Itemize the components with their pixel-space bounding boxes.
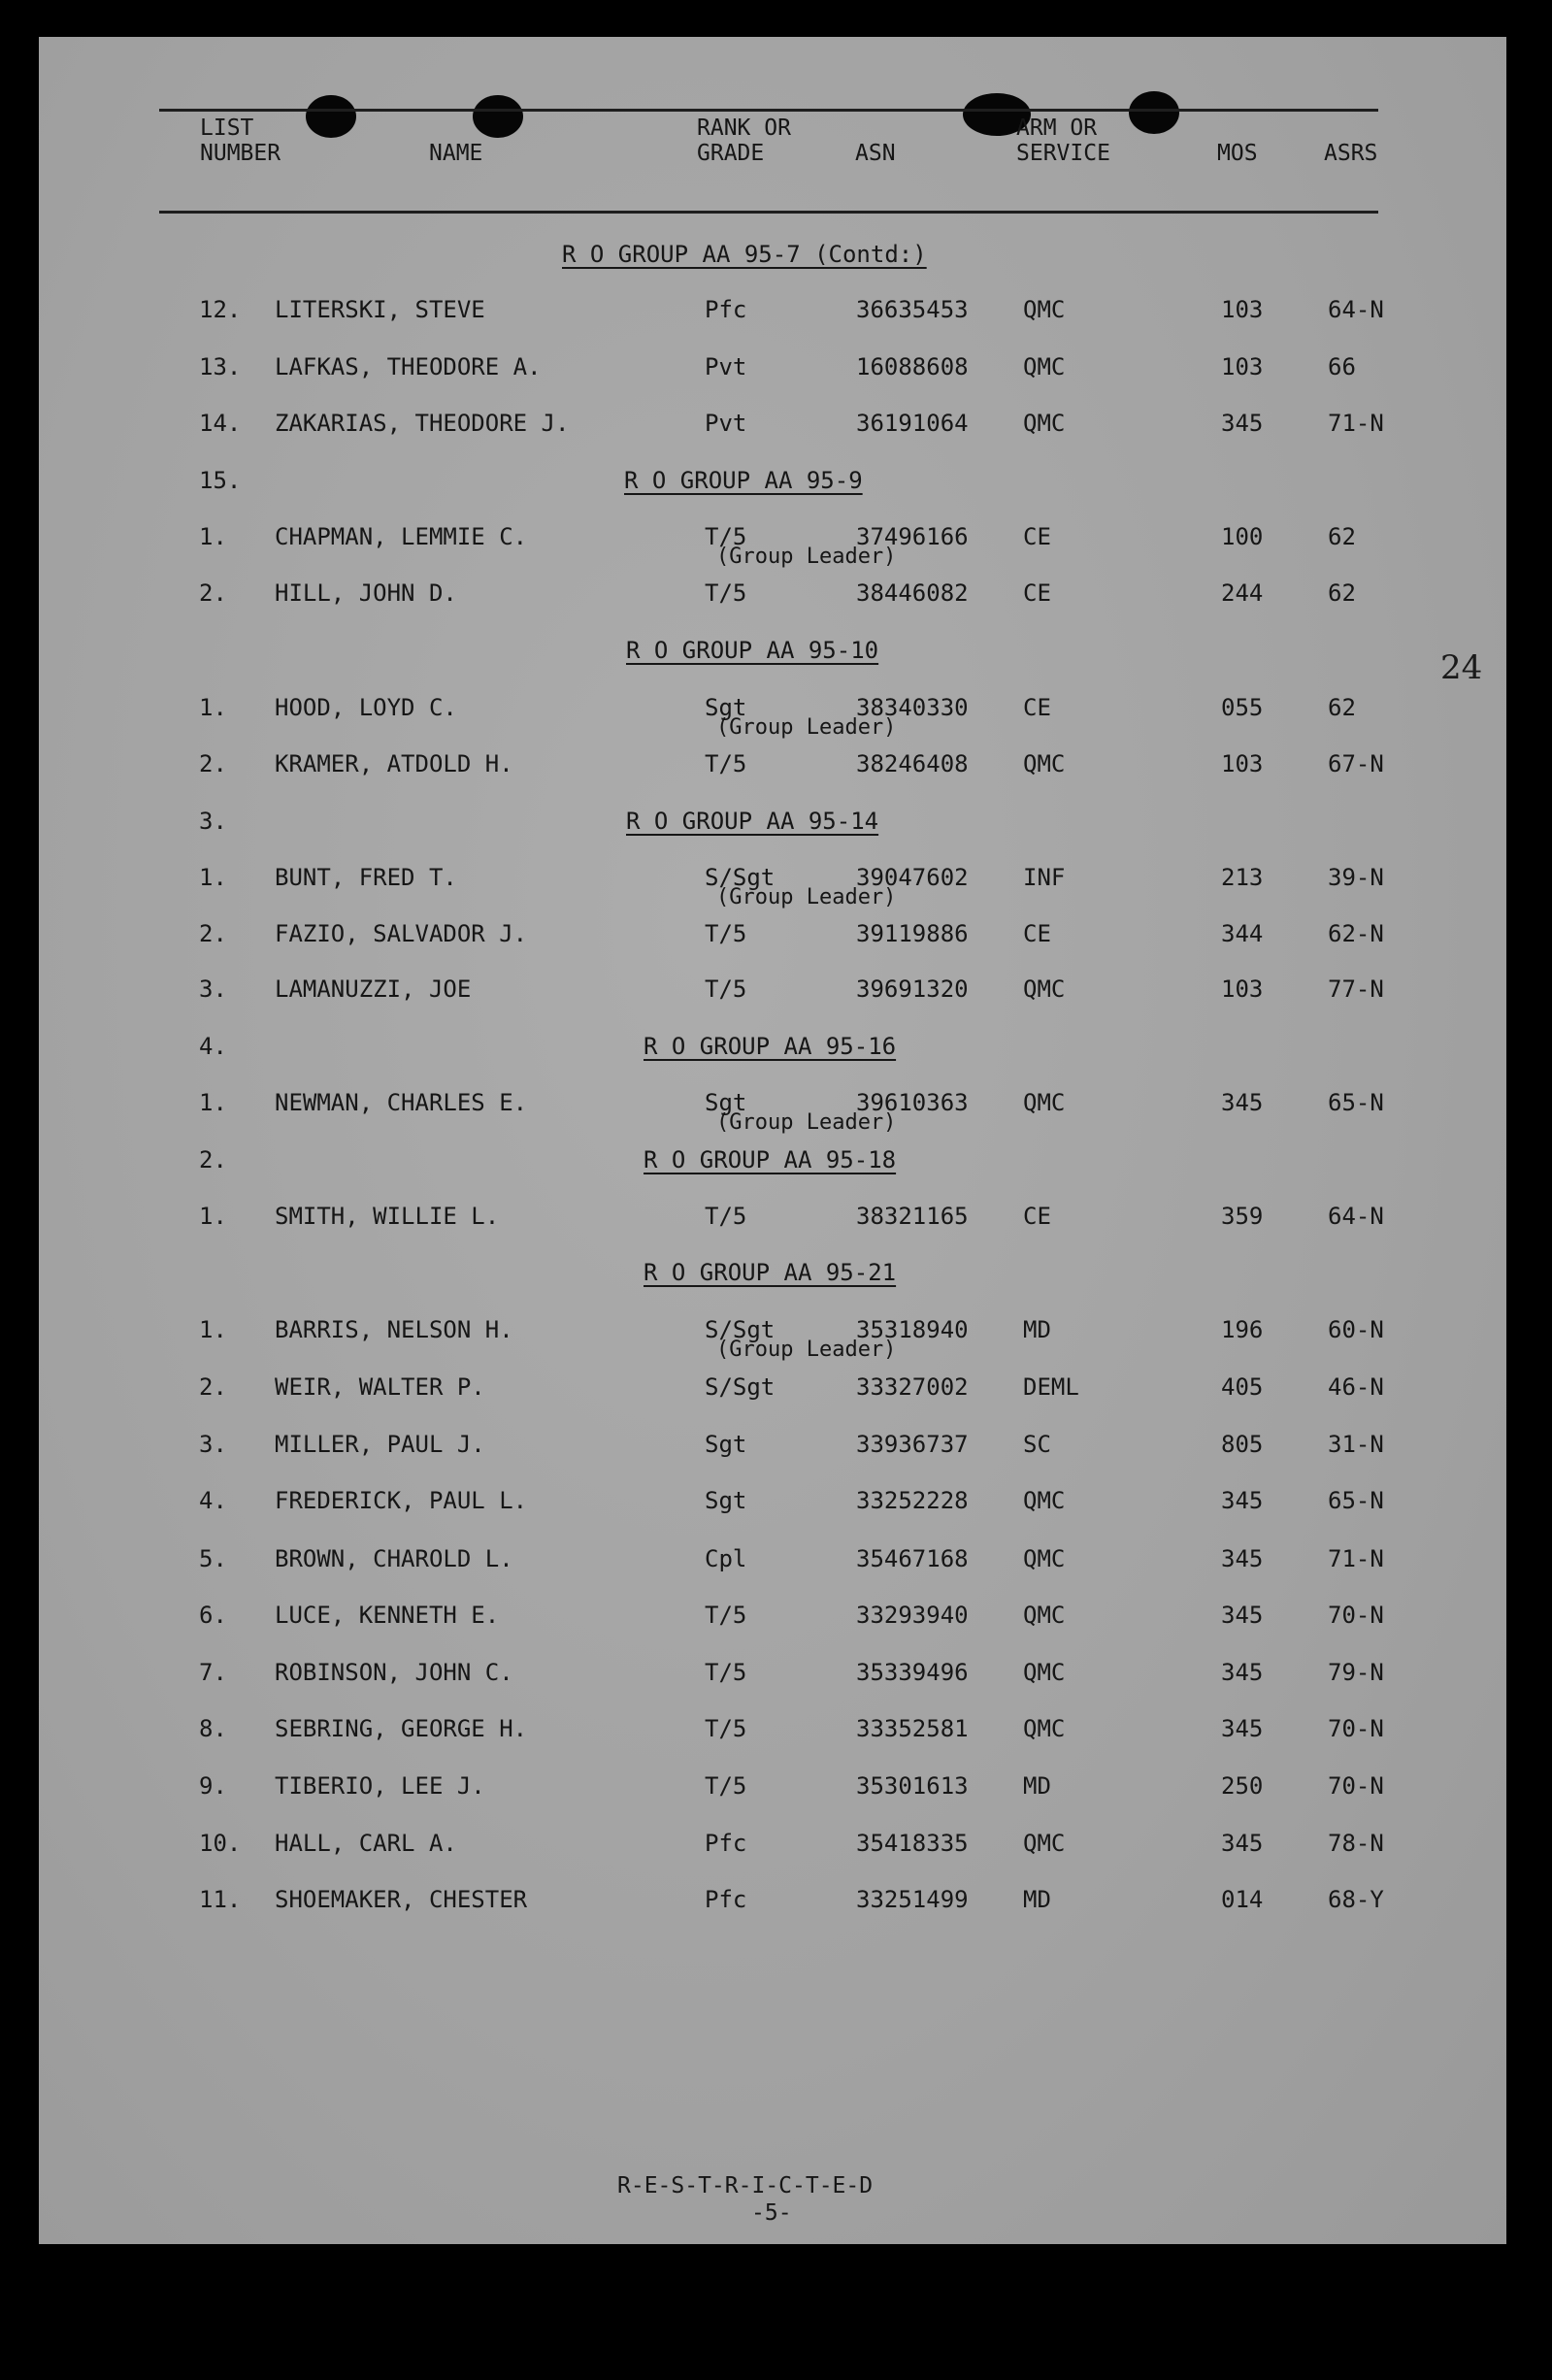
list-number: 9. [199,1772,227,1800]
header-service: SERVICE [1016,141,1110,166]
arm-service: QMC [1023,296,1066,323]
asrs-score: 62 [1328,523,1356,550]
person-name: LUCE, KENNETH E. [275,1602,500,1629]
mos-code: 359 [1221,1203,1264,1230]
restricted-marking: R-E-S-T-R-I-C-T-E-D [617,2173,874,2198]
asn-number: 33251499 [856,1886,969,1913]
mos-code: 345 [1221,1545,1264,1572]
person-name: LAMANUZZI, JOE [275,975,472,1003]
rank-grade: T/5 [705,1203,747,1230]
asrs-score: 78-N [1328,1830,1384,1857]
asn-number: 33352581 [856,1715,969,1742]
mos-code: 103 [1221,975,1264,1003]
list-number: 1. [199,694,227,721]
rank-grade: Sgt [705,1089,747,1116]
rank-grade: T/5 [705,523,747,550]
asrs-score: 64-N [1328,296,1384,323]
arm-service: QMC [1023,750,1066,777]
asrs-score: 68-Y [1328,1886,1384,1913]
list-number: 3. [199,975,227,1003]
asrs-score: 62 [1328,694,1356,721]
rank-grade: Cpl [705,1545,747,1572]
asn-number: 38340330 [856,694,969,721]
list-number: 2. [199,579,227,607]
mos-code: 345 [1221,1602,1264,1629]
group-heading: R O GROUP AA 95-16 [644,1033,897,1060]
arm-service: CE [1023,523,1051,550]
mos-code: 100 [1221,523,1264,550]
rank-grade: Pfc [705,1886,747,1913]
person-name: HOOD, LOYD C. [275,694,457,721]
arm-service: QMC [1023,353,1066,380]
person-name: LAFKAS, THEODORE A. [275,353,542,380]
asn-number: 39610363 [856,1089,969,1116]
group-leader-note: (Group Leader) [716,1110,897,1135]
arm-service: QMC [1023,1715,1066,1742]
list-number: 1. [199,1089,227,1116]
person-name: BROWN, CHAROLD L. [275,1545,513,1572]
group-heading: R O GROUP AA 95-21 [644,1259,897,1286]
rank-grade: T/5 [705,1772,747,1800]
rank-grade: T/5 [705,1715,747,1742]
mos-code: 345 [1221,1659,1264,1686]
arm-service: CE [1023,694,1051,721]
arm-service: MD [1023,1772,1051,1800]
asn-number: 35339496 [856,1659,969,1686]
mos-code: 055 [1221,694,1264,721]
mos-code: 213 [1221,864,1264,891]
mos-code: 196 [1221,1316,1264,1343]
list-number: 7. [199,1659,227,1686]
asn-number: 16088608 [856,353,969,380]
rank-grade: Pvt [705,410,747,437]
asrs-score: 66 [1328,353,1356,380]
rank-grade: T/5 [705,1659,747,1686]
person-name: FREDERICK, PAUL L. [275,1487,528,1514]
asn-number: 33252228 [856,1487,969,1514]
asn-number: 35318940 [856,1316,969,1343]
list-number: 1. [199,864,227,891]
asrs-score: 70-N [1328,1602,1384,1629]
list-number: 2. [199,920,227,947]
asn-number: 37496166 [856,523,969,550]
rank-grade: T/5 [705,920,747,947]
header-mos: MOS [1217,141,1258,166]
asn-number: 35467168 [856,1545,969,1572]
person-name: CHAPMAN, LEMMIE C. [275,523,528,550]
mos-code: 345 [1221,1089,1264,1116]
mos-code: 345 [1221,410,1264,437]
person-name: LITERSKI, STEVE [275,296,485,323]
asrs-score: 65-N [1328,1089,1384,1116]
asn-number: 35301613 [856,1772,969,1800]
asrs-score: 46-N [1328,1373,1384,1401]
mos-code: 805 [1221,1431,1264,1458]
group-heading: R O GROUP AA 95-18 [644,1146,897,1173]
asn-number: 35418335 [856,1830,969,1857]
list-number: 6. [199,1602,227,1629]
arm-service: CE [1023,920,1051,947]
person-name: HILL, JOHN D. [275,579,457,607]
list-number: 3. [199,808,227,835]
column-header [159,109,1378,214]
asrs-score: 64-N [1328,1203,1384,1230]
asrs-score: 70-N [1328,1715,1384,1742]
group-heading: R O GROUP AA 95-10 [626,637,879,664]
arm-service: QMC [1023,975,1066,1003]
person-name: WEIR, WALTER P. [275,1373,485,1401]
arm-service: CE [1023,579,1051,607]
list-number: 1. [199,1203,227,1230]
mos-code: 103 [1221,353,1264,380]
arm-service: MD [1023,1886,1051,1913]
group-leader-note: (Group Leader) [716,545,897,569]
list-number: 11. [199,1886,242,1913]
rank-grade: Sgt [705,1431,747,1458]
header-rank: RANK OR [697,116,791,141]
asn-number: 39047602 [856,864,969,891]
asn-number: 36635453 [856,296,969,323]
mos-code: 345 [1221,1715,1264,1742]
person-name: FAZIO, SALVADOR J. [275,920,528,947]
page-number: -5- [751,2200,792,2226]
rank-grade: Pvt [705,353,747,380]
person-name: BUNT, FRED T. [275,864,457,891]
list-number: 12. [199,296,242,323]
mos-code: 250 [1221,1772,1264,1800]
asn-number: 38321165 [856,1203,969,1230]
list-number: 8. [199,1715,227,1742]
list-number: 4. [199,1487,227,1514]
asn-number: 36191064 [856,410,969,437]
rank-grade: T/5 [705,750,747,777]
rank-grade: T/5 [705,1602,747,1629]
list-number: 2. [199,750,227,777]
mos-code: 344 [1221,920,1264,947]
person-name: TIBERIO, LEE J. [275,1772,485,1800]
mos-code: 103 [1221,750,1264,777]
mos-code: 014 [1221,1886,1264,1913]
arm-service: DEML [1023,1373,1079,1401]
asrs-score: 67-N [1328,750,1384,777]
asrs-score: 71-N [1328,410,1384,437]
list-number: 1. [199,1316,227,1343]
asrs-score: 31-N [1328,1431,1384,1458]
header-list: LIST [200,116,254,141]
person-name: KRAMER, ATDOLD H. [275,750,513,777]
rank-grade: S/Sgt [705,1316,776,1343]
group-leader-note: (Group Leader) [716,1338,897,1362]
list-number: 15. [199,467,242,494]
list-number: 4. [199,1033,227,1060]
rank-grade: Pfc [705,1830,747,1857]
asn-number: 33936737 [856,1431,969,1458]
arm-service: INF [1023,864,1066,891]
header-arm: ARM OR [1016,116,1098,141]
list-number: 5. [199,1545,227,1572]
asn-number: 38246408 [856,750,969,777]
arm-service: QMC [1023,1089,1066,1116]
person-name: BARRIS, NELSON H. [275,1316,513,1343]
document-page [39,37,1506,2244]
arm-service: QMC [1023,1545,1066,1572]
person-name: ROBINSON, JOHN C. [275,1659,513,1686]
arm-service: MD [1023,1316,1051,1343]
asrs-score: 39-N [1328,864,1384,891]
header-grade: GRADE [697,141,765,166]
rank-grade: Sgt [705,694,747,721]
asn-number: 33293940 [856,1602,969,1629]
group-heading: R O GROUP AA 95-9 [624,467,863,494]
arm-service: QMC [1023,1659,1066,1686]
group-heading: R O GROUP AA 95-7 (Contd:) [562,241,927,268]
header-number: NUMBER [200,141,281,166]
arm-service: QMC [1023,1602,1066,1629]
header-asn: ASN [855,141,896,166]
rank-grade: S/Sgt [705,864,776,891]
list-number: 2. [199,1146,227,1173]
person-name: SHOEMAKER, CHESTER [275,1886,528,1913]
arm-service: CE [1023,1203,1051,1230]
header-name: NAME [429,141,483,166]
rank-grade: T/5 [705,579,747,607]
mos-code: 244 [1221,579,1264,607]
arm-service: QMC [1023,410,1066,437]
asn-number: 33327002 [856,1373,969,1401]
mos-code: 405 [1221,1373,1264,1401]
list-number: 2. [199,1373,227,1401]
arm-service: QMC [1023,1487,1066,1514]
rank-grade: Sgt [705,1487,747,1514]
person-name: SEBRING, GEORGE H. [275,1715,528,1742]
person-name: HALL, CARL A. [275,1830,457,1857]
asrs-score: 70-N [1328,1772,1384,1800]
list-number: 10. [199,1830,242,1857]
asrs-score: 71-N [1328,1545,1384,1572]
mos-code: 103 [1221,296,1264,323]
list-number: 1. [199,523,227,550]
asrs-score: 62-N [1328,920,1384,947]
asrs-score: 62 [1328,579,1356,607]
list-number: 13. [199,353,242,380]
mos-code: 345 [1221,1487,1264,1514]
asrs-score: 77-N [1328,975,1384,1003]
group-heading: R O GROUP AA 95-14 [626,808,879,835]
arm-service: SC [1023,1431,1051,1458]
asn-number: 39119886 [856,920,969,947]
asn-number: 38446082 [856,579,969,607]
rank-grade: Pfc [705,296,747,323]
person-name: SMITH, WILLIE L. [275,1203,500,1230]
side-number: 24 [1440,648,1483,687]
asn-number: 39691320 [856,975,969,1003]
asrs-score: 65-N [1328,1487,1384,1514]
list-number: 3. [199,1431,227,1458]
rank-grade: T/5 [705,975,747,1003]
person-name: MILLER, PAUL J. [275,1431,485,1458]
list-number: 14. [199,410,242,437]
person-name: ZAKARIAS, THEODORE J. [275,410,570,437]
asrs-score: 60-N [1328,1316,1384,1343]
arm-service: QMC [1023,1830,1066,1857]
person-name: NEWMAN, CHARLES E. [275,1089,528,1116]
mos-code: 345 [1221,1830,1264,1857]
rank-grade: S/Sgt [705,1373,776,1401]
asrs-score: 79-N [1328,1659,1384,1686]
header-asrs: ASRS [1324,141,1378,166]
group-leader-note: (Group Leader) [716,885,897,909]
group-leader-note: (Group Leader) [716,715,897,740]
